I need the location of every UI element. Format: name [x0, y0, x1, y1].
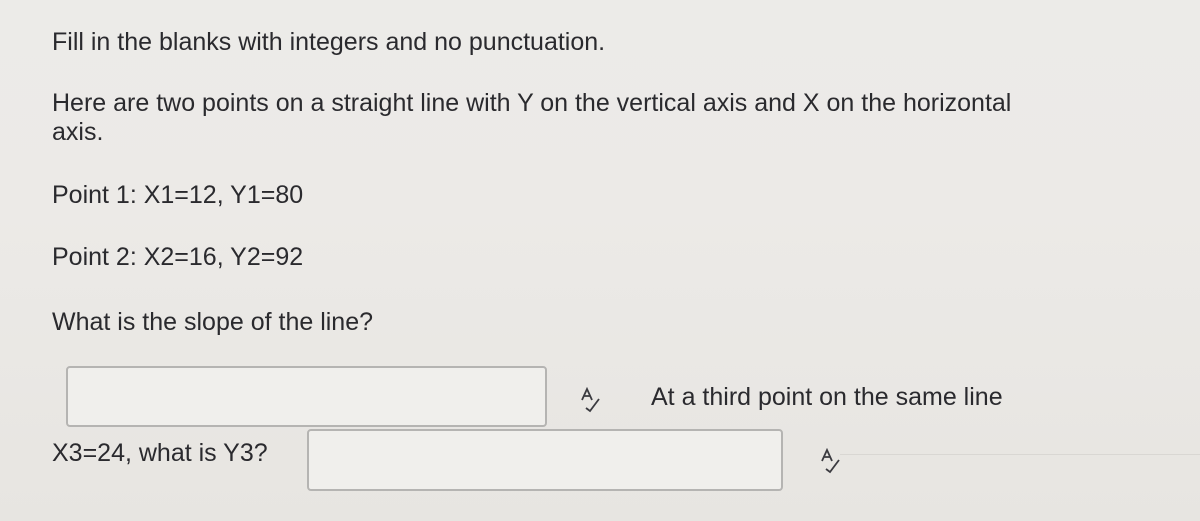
divider: [840, 454, 1200, 455]
third-point-text: At a third point on the same line: [651, 383, 1003, 411]
point-2-text: Point 2: X2=16, Y2=92: [52, 243, 304, 271]
point-1-text: Point 1: X1=12, Y1=80: [52, 181, 304, 209]
spell-check-icon: [578, 387, 602, 413]
spell-check-icon: [818, 448, 842, 474]
slope-answer-field[interactable]: [66, 366, 547, 427]
instruction-text: Fill in the blanks with integers and no punctuation.: [52, 28, 606, 56]
y3-question: X3=24, what is Y3?: [52, 439, 268, 467]
slope-question: What is the slope of the line?: [52, 308, 374, 336]
y3-answer-field[interactable]: [307, 429, 783, 491]
question-description: Here are two points on a straight line with Y on the vertical axis and X on the horizontal axis.: [52, 89, 1012, 146]
